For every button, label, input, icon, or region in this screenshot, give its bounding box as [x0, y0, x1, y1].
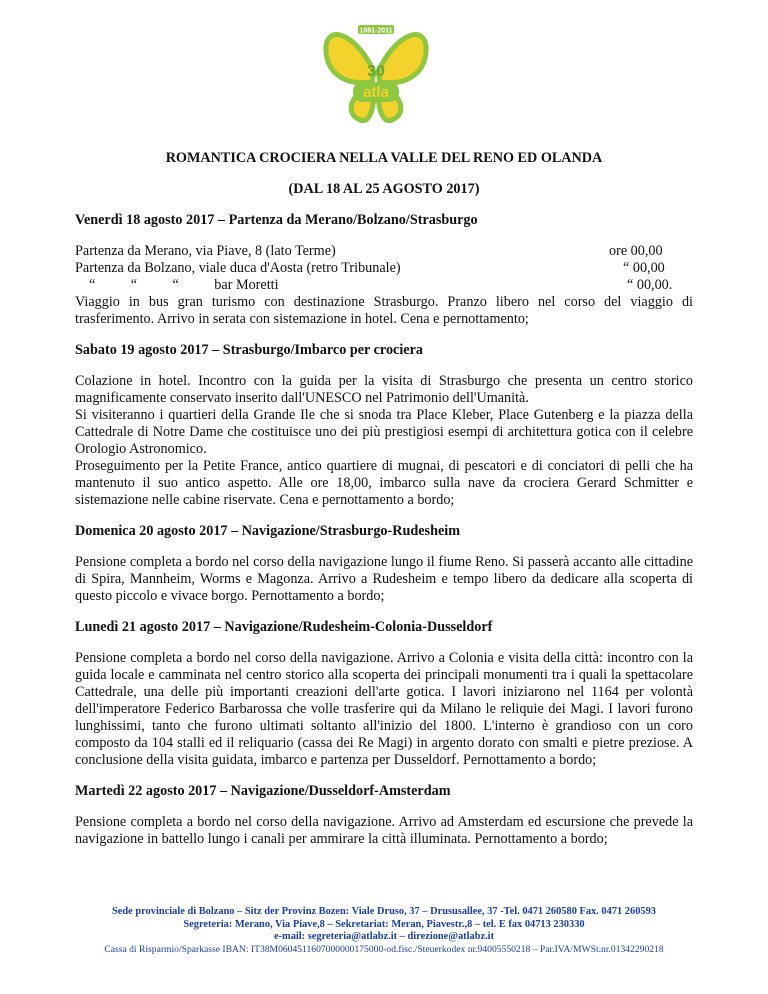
day-heading-3: Domenica 20 agosto 2017 – Navigazione/Strasburgo-Rudesheim — [75, 523, 461, 539]
logo-brand: atla — [363, 84, 389, 101]
departure-row-bolzano — [75, 260, 693, 277]
letterhead-footer — [40, 906, 728, 956]
day-description-5: Pensione completa a bordo nel corso della navigazione. Arrivo ad Amsterdam ed escursione che prevede la navigazione in battello lungo i canali per ammirare la città illuminata. Pernottamento a bordo; — [75, 814, 693, 847]
day-heading-2: Sabato 19 agosto 2017 – Strasburgo/Imbarco per crociera — [75, 342, 423, 358]
atla-30-years-logo — [316, 12, 436, 130]
day-description-2c: Proseguimento per la Petite France, antico quartiere di mugnai, di pescatori e di conciatori di pelli che ha mantenuto il suo antico aspetto. Alle ore 18,00, imbarco sulla nave da crociera Gerard Schmitter e sistemazione nelle cabine riservate. Cena e pernottamento a bordo; — [75, 458, 693, 508]
footer-address: Sede provinciale di Bolzano – Sitz der Provinz Bozen: Viale Druso, 37 – Drususallee, 37 -Tel. 0471 260580 Fax. 0471 260593 — [112, 906, 656, 917]
departure-place: Partenza da Merano, via Piave, 8 (lato Terme) — [75, 243, 336, 259]
day-description-1: Viaggio in bus gran turismo con destinazione Strasburgo. Pranzo libero nel corso del viaggio di trasferimento. Arrivo in serata con sistemazione in hotel. Cena e pernottamento; — [75, 294, 693, 327]
departure-row-moretti — [75, 277, 693, 294]
departure-place: “ “ “ bar Moretti — [89, 277, 279, 293]
departure-list — [75, 243, 693, 294]
day-heading-4: Lunedì 21 agosto 2017 – Navigazione/Rudesheim-Colonia-Dusseldorf — [75, 619, 493, 635]
departure-time: “ 00,00 — [623, 260, 665, 276]
departure-place: Partenza da Bolzano, viale duca d'Aosta (retro Tribunale) — [75, 260, 401, 276]
logo-number: 30 — [367, 63, 385, 80]
day-heading-1: Venerdì 18 agosto 2017 – Partenza da Merano/Bolzano/Strasburgo — [75, 212, 478, 228]
footer-bank-details: Cassa di Risparmio/Sparkasse IBAN: IT38M0604511607000000175000-od.fisc./Steuerkodex nr.94005550218 – Par.IVA/MWSt.nr.01342290218 — [104, 943, 664, 955]
day-description-3: Pensione completa a bordo nel corso della navigazione lungo il fiume Reno. Si passerà accanto alle cittadine di Spira, Mannheim, Worms e Magonza. Arrivo a Rudesheim e tempo libero da dedicare alla scoperta di questo piccolo e vivace borgo. Pernottamento a bordo; — [75, 554, 693, 604]
departure-time: ore 00,00 — [609, 243, 663, 259]
footer-secretariat: Segreteria: Merano, Via Piave,8 – Sekretariat: Meran, Piavestr.,8 – tel. E fax 04713 230330 — [183, 918, 585, 930]
document-subtitle: (DAL 18 AL 25 AGOSTO 2017) — [288, 181, 480, 197]
day-description-2a: Colazione in hotel. Incontro con la guida per la visita di Strasburgo che presenta un centro storico magnificamente conservato inserito dall'UNESCO nel Patrimonio dell'Umanità. — [75, 373, 693, 406]
departure-time: “ 00,00. — [627, 277, 673, 293]
logo-years: 1981-2011 — [359, 27, 393, 35]
departure-row-merano — [75, 243, 693, 260]
footer-email: e-mail: segreteria@atlabz.it – direzione@atlabz.it — [273, 931, 495, 942]
document-body — [75, 150, 693, 848]
day-heading-5: Martedì 22 agosto 2017 – Navigazione/Dusseldorf-Amsterdam — [75, 783, 451, 799]
day-description-2b: Si visiteranno i quartieri della Grande Ile che si snoda tra Place Kleber, Place Gutenberg e la piazza della Cattedrale di Notre Dame che costituisce uno dei più prestigiosi esempi di architettura gotica con il celebre Orologio Astronomico. — [75, 407, 693, 457]
day-description-4: Pensione completa a bordo nel corso della navigazione. Arrivo a Colonia e visita della città: incontro con la guida locale e camminata nel centro storico alla scoperta dei principali monumenti tra i quali la spettacolare Cattedrale, una delle più importanti creazioni dell'arte gotica. I lavori iniziarono nel 1164 per volontà dell'imperatore Federico Barbarossa che volle trasferire qui da Milano le reliquie dei Magi. I lavori furono lunghissimi, tanto che furono ultimati soltanto all'inizio del 1800. L'interno è grandioso con un coro composto da 104 stalli ed il reliquario (cassa dei Re Magi) in argento dorato con smalti e pietre preziose. A conclusione della visita guidata, imbarco e partenza per Dusseldorf. Pernottamento a bordo; — [75, 650, 693, 768]
document-title: ROMANTICA CROCIERA NELLA VALLE DEL RENO ED OLANDA — [165, 150, 603, 166]
